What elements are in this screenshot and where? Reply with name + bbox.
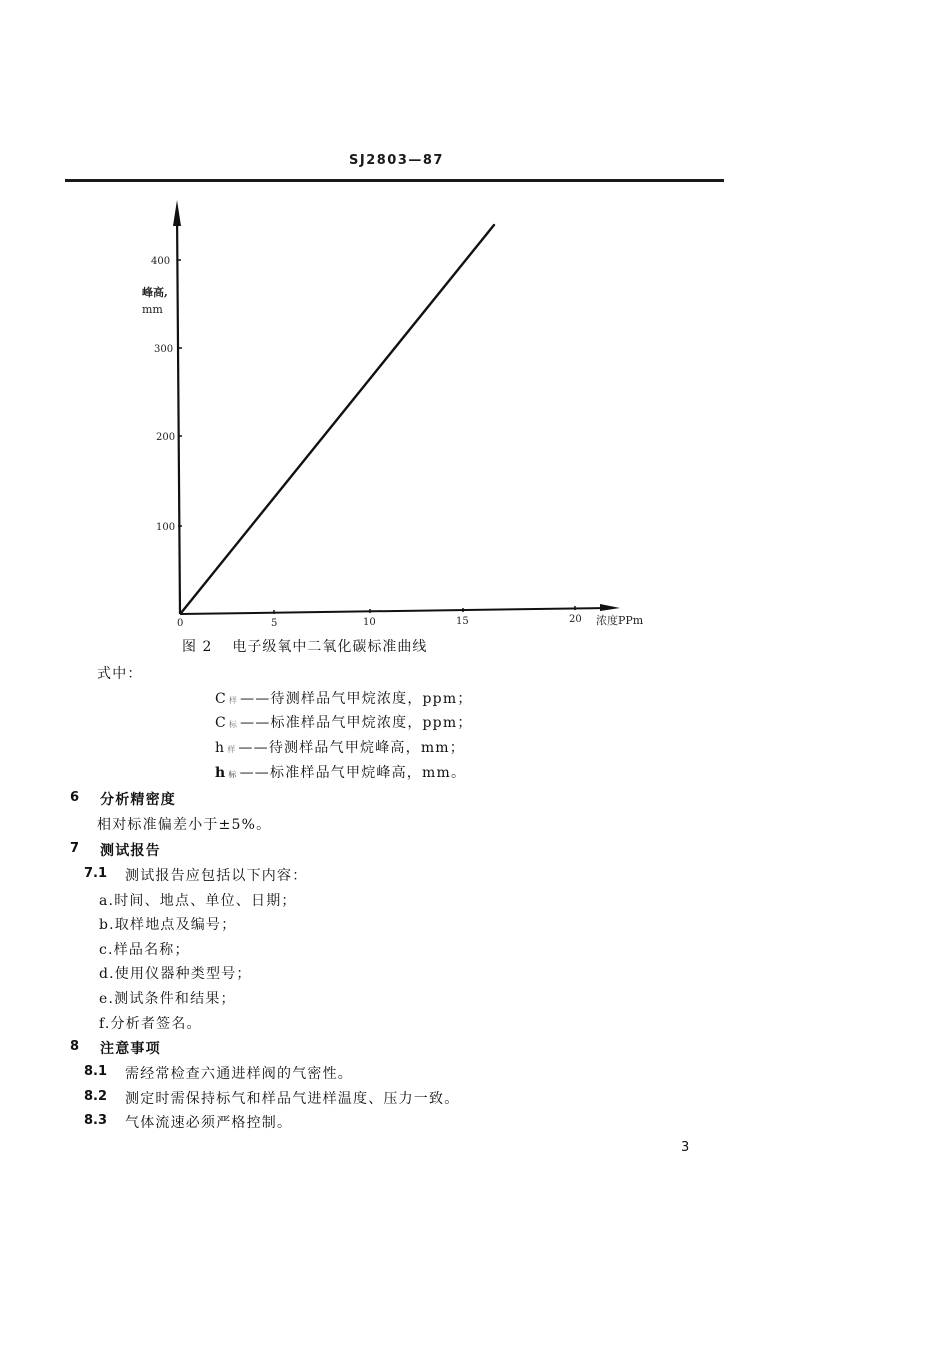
x-tick-15: 15	[456, 616, 469, 627]
section-8-1-text: 需经常检查六通进样阀的气密性。	[125, 1066, 353, 1082]
y-axis-arrow-icon	[173, 200, 181, 226]
legend-item: C标 ——标准样品气甲烷浓度，ppm；	[215, 715, 473, 731]
legend-intro: 式中：	[97, 666, 143, 682]
report-item-b: b.取样地点及编号；	[99, 917, 237, 933]
section-8-2-number: 8.2	[84, 1089, 108, 1104]
x-axis	[180, 608, 610, 614]
legend-item: h标 ——标准样品气甲烷峰高，mm。	[215, 765, 467, 781]
section-8-1-number: 8.1	[84, 1064, 108, 1079]
y-axis-title-line1: 峰高,	[142, 286, 168, 299]
x-tick-0: 0	[177, 618, 184, 629]
y-tick-400: 400	[151, 256, 171, 267]
report-item-f: f.分析者签名。	[99, 1016, 202, 1032]
section-6-number: 6	[70, 790, 80, 805]
x-axis-arrow-icon	[600, 604, 620, 611]
y-tick-100: 100	[156, 522, 176, 533]
figure-caption	[182, 636, 427, 656]
page-number: 3	[681, 1140, 690, 1155]
section-6-body: 相对标准偏差小于±5%。	[97, 817, 272, 833]
section-7-title: 测试报告	[100, 843, 161, 859]
y-tick-200: 200	[156, 432, 176, 443]
x-tick-10: 10	[363, 617, 376, 628]
section-8-3-text: 气体流速必须严格控制。	[125, 1115, 293, 1131]
section-7-1-number: 7.1	[84, 866, 108, 881]
legend-item: C样 ——待测样品气甲烷浓度，ppm；	[215, 691, 473, 707]
report-item-e: e.测试条件和结果；	[99, 991, 236, 1007]
legend-item: h样 ——待测样品气甲烷峰高，mm；	[215, 740, 465, 756]
section-8-number: 8	[70, 1039, 80, 1054]
report-item-d: d.使用仪器种类型号；	[99, 966, 252, 982]
x-tick-5: 5	[271, 618, 278, 629]
section-8-2-text: 测定时需保持标气和样品气进样温度、压力一致。	[125, 1091, 460, 1107]
standard-code: SJ2803—87	[349, 153, 444, 168]
report-item-c: c.样品名称；	[99, 942, 190, 958]
figure-number: 图 2	[182, 639, 213, 655]
y-axis-title-line2: mm	[142, 303, 163, 316]
x-tick-20: 20	[569, 614, 582, 625]
figure-title: 电子级氧中二氧化碳标准曲线	[232, 639, 428, 655]
x-axis-title: 浓度PPm	[596, 614, 644, 627]
section-7-number: 7	[70, 841, 80, 856]
y-axis	[177, 212, 180, 614]
y-tick-300: 300	[154, 344, 174, 355]
calibration-line	[181, 225, 494, 613]
section-8-title: 注意事项	[100, 1041, 161, 1057]
section-6-title: 分析精密度	[100, 792, 176, 808]
report-item-a: a.时间、地点、单位、日期；	[99, 893, 297, 909]
section-7-1-text: 测试报告应包括以下内容：	[125, 868, 308, 884]
section-8-3-number: 8.3	[84, 1113, 108, 1128]
